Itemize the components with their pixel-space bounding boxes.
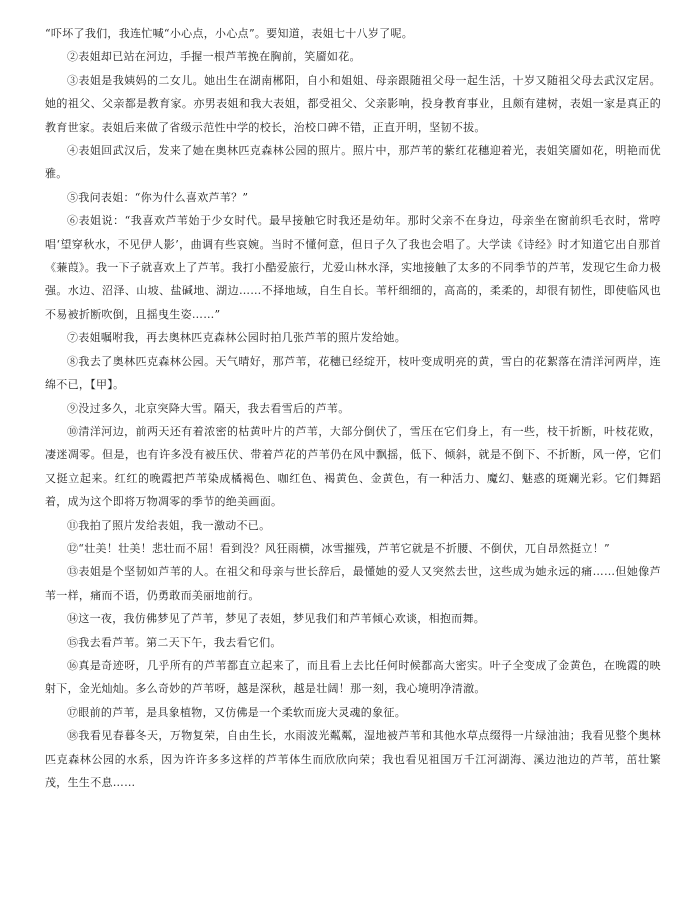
paragraph-15: ⑮我去看芦苇。第二天下午，我去看它们。 bbox=[67, 635, 282, 649]
paragraph-13: ⑬表姐是个坚韧如芦苇的人。在祖父和母亲与世长辞后，最懂她的爱人又突然去世，这些成为她永远的痛……但她像芦苇一样，痛而不语，仍勇敢而美丽地前行。 bbox=[45, 565, 661, 602]
paragraph-17: ⑰眼前的芦苇，是具象植物，又仿佛是一个柔软而庞大灵魂的象征。 bbox=[67, 705, 406, 719]
paragraph-12: ⑫“壮美！壮美！悲壮而不屈！看到没？风狂雨横，冰雪摧残，芦苇它就是不折腰、不倒伏，兀自昂然挺立！” bbox=[67, 541, 610, 555]
paragraph-8: ⑧我去了奥林匹克森林公园。天气晴好，那芦苇，花穗已经绽开，枝叶变成明亮的黄，雪白的花絮落在清洋河两岸，连绵不已，【甲】。 bbox=[45, 354, 661, 392]
paragraph-7: ⑦表姐嘱咐我，再去奥林匹克森林公园时拍几张芦苇的照片发给她。 bbox=[67, 331, 406, 345]
paragraph-1-continuation: “吓坏了我们，我连忙喊“小心点，小心点”。要知道，表姐七十八岁了呢。 bbox=[45, 27, 414, 40]
paragraph-9: ⑨没过多久，北京突降大雪。隔天，我去看雪后的芦苇。 bbox=[67, 401, 350, 415]
paragraph-3: ③表姐是我姨妈的二女儿。她出生在湖南郴阳，自小和姐姐、母亲跟随祖父母一起生活，十岁又随祖父母去武汉定居。她的祖父、父亲都是教育家。亦男表姐和我大表姐，都受祖父、父亲影响，投身教育事业，且颇有建树，表姐一家是真正的教育世家。表姐后来做了省级示范性中学的校长，治校口碑不错，正直开明，坚韧不拔。 bbox=[45, 73, 661, 134]
paragraph-5: ⑤我问表姐：“你为什么喜欢芦苇？” bbox=[67, 190, 249, 204]
paragraph-10: ⑩清洋河边，前两天还有着浓密的枯黄叶片的芦苇，大部分倒伏了，雪压在它们身上，有一些，枝干折断，叶枝花败，凄迷凋零。但是，也有许多没有被压伏、带着芦花的芦苇仍在风中飘摇，低下、倾斜，就是不倒下、不折断，风一停，它们又挺立起来。红红的晚霞把芦苇染成橘褐色、咖红色、褐黄色、金黄色，有一种活力、魔幻、魅惑的斑斓光彩。它们舞蹈着，成为这个即将万物凋零的季节的绝美画面。 bbox=[45, 424, 661, 509]
article-body bbox=[45, 22, 661, 794]
paragraph-11: ⑪我拍了照片发给表姐，我一激动不已。 bbox=[67, 518, 271, 532]
paragraph-4: ④表姐回武汉后，发来了她在奥林匹克森林公园的照片。照片中，那芦苇的紫红花穗迎着光，表姐笑靥如花，明艳而优雅。 bbox=[45, 144, 661, 181]
paragraph-6: ⑥表姐说：“我喜欢芦苇始于少女时代。最早接触它时我还是幼年。那时父亲不在身边，母亲坐在窗前织毛衣时，常哼唱‘望穿秋水，不见伊人影’，曲调有些哀婉。当时不懂何意，但日子久了我也会唱了。大学读《诗经》时才知道它出自那首《蒹葭》。我一下子就喜欢上了芦苇。我打小酷爱旅行，尤爱山林水泽，实地接触了太多的不同季节的芦苇，发现它生命力极强。水边、沼泽、山坡、盐碱地、湖边……不择地域，自生自长。苇杆细细的，高高的，柔柔的，却很有韧性，即使临风也不易被折断吹倒，且摇曳生姿……” bbox=[45, 214, 661, 321]
paragraph-14: ⑭这一夜，我仿佛梦见了芦苇，梦见了表姐，梦见我们和芦苇倾心欢谈，相抱而舞。 bbox=[67, 612, 486, 626]
paragraph-16: ⑯真是奇迹呀，几乎所有的芦苇都直立起来了，而且看上去比任何时候都高大密实。叶子全变成了金黄色，在晚霞的映射下，金光灿灿。多么奇妙的芦苇呀，越是深秋，越是壮阔！那一刻，我心境明净清澈。 bbox=[45, 658, 661, 696]
paragraph-2: ②表姐却已站在河边，手握一根芦苇挽在胸前，笑靥如花。 bbox=[67, 50, 361, 64]
paragraph-18: ⑱我看见春暮冬天，万物复荣，自由生长，水雨波光粼粼，湿地被芦苇和其他水草点缀得一片绿油油；我看见整个奥林匹克森林公园的水系，因为许许多多这样的芦苇体生而欣欣向荣；我也看见祖国万千江河湖海、溪边池边的芦苇，茁壮繁茂，生生不息…… bbox=[45, 729, 661, 789]
